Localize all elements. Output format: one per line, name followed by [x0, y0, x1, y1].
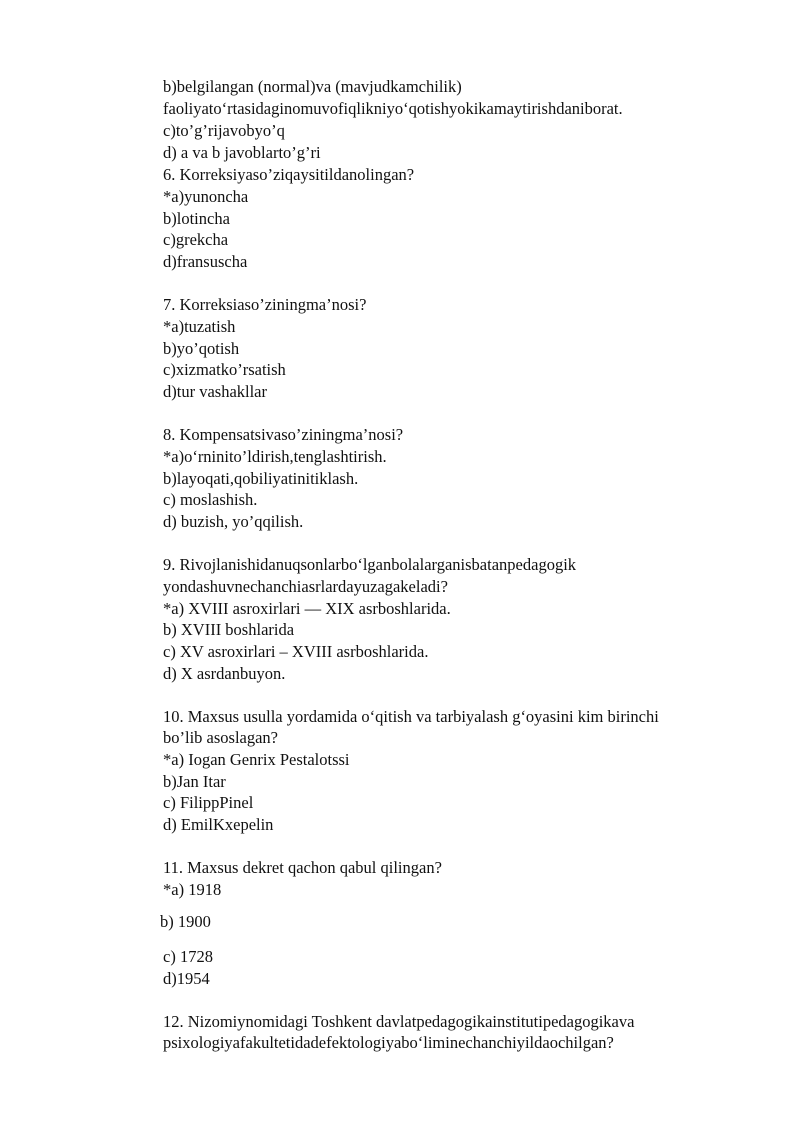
answer-c-q8: c) moslashish.	[163, 490, 258, 509]
answer-a-q9: *a) XVIII asroxirlari — XIX asrboshlarida.	[163, 599, 451, 618]
answer-b-q11: b) 1900	[160, 912, 211, 931]
answer-b-q5-cont: faoliyato‘rtasidaginomuvofiqlikniyo‘qotishyokikamaytirishdaniborat.	[163, 99, 623, 118]
answer-d-q8: d) buzish, yo’qqilish.	[163, 512, 304, 531]
answer-d-q11: d)1954	[163, 969, 210, 988]
answer-b-q7: b)yo’qotish	[163, 339, 240, 358]
answer-c-q9: c) XV asroxirlari – XVIII asrboshlarida.	[163, 642, 429, 661]
answer-b-q6: b)lotincha	[163, 209, 230, 228]
answer-c-q6: c)grekcha	[163, 230, 229, 249]
question-12: 12. Nizomiynomidagi Toshkent davlatpedagogikainstitutipedagogikava	[163, 1012, 635, 1031]
answer-c-q11: c) 1728	[163, 947, 213, 966]
answer-d-q7: d)tur vashakllar	[163, 382, 268, 401]
question-9: 9. Rivojlanishidanuqsonlarbo‘lganbolalarganisbatanpedagogik	[163, 555, 577, 574]
question-8: 8. Kompensatsivaso’ziningma’nosi?	[163, 425, 404, 444]
question-9-cont: yondashuvnechanchiasrlardayuzagakeladi?	[163, 577, 448, 596]
question-6: 6. Korreksiyaso’ziqaysitildanolingan?	[163, 165, 415, 184]
answer-c-q10: c) FilippPinel	[163, 793, 254, 812]
answer-c-q7: c)xizmatko’rsatish	[163, 360, 286, 379]
answer-d-q5: d) a va b javoblarto’g’ri	[163, 143, 321, 162]
answer-a-q8: *a)o‘rninito’ldirish,tenglashtirish.	[163, 447, 387, 466]
answer-c-q5: c)to’g’rijavobyo’q	[163, 121, 285, 140]
answer-d-q9: d) X asrdanbuyon.	[163, 664, 286, 683]
question-7: 7. Korreksiaso’ziningma’nosi?	[163, 295, 367, 314]
question-11: 11. Maxsus dekret qachon qabul qilingan?	[163, 858, 442, 877]
answer-a-q11: *a) 1918	[163, 880, 222, 899]
question-12-cont: psixologiyafakultetidadefektologiyabo‘liminechanchiyildaochilgan?	[163, 1033, 614, 1052]
answer-b-q5: b)belgilangan (normal)va (mavjudkamchilik)	[163, 77, 462, 96]
answer-d-q10: d) EmilKxepelin	[163, 815, 274, 834]
answer-b-q8: b)layoqati,qobiliyatinitiklash.	[163, 469, 359, 488]
question-10-cont: bo’lib asoslagan?	[163, 728, 279, 747]
answer-b-q9: b) XVIII boshlarida	[163, 620, 295, 639]
answer-a-q10: *a) Iogan Genrix Pestalotssi	[163, 750, 350, 769]
answer-d-q6: d)fransuscha	[163, 252, 248, 271]
answer-a-q7: *a)tuzatish	[163, 317, 236, 336]
answer-a-q6: *a)yunoncha	[163, 187, 249, 206]
question-10: 10. Maxsus usulla yordamida o‘qitish va tarbiyalash g‘oyasini kim birinchi	[163, 707, 659, 726]
answer-b-q10: b)Jan Itar	[163, 772, 226, 791]
